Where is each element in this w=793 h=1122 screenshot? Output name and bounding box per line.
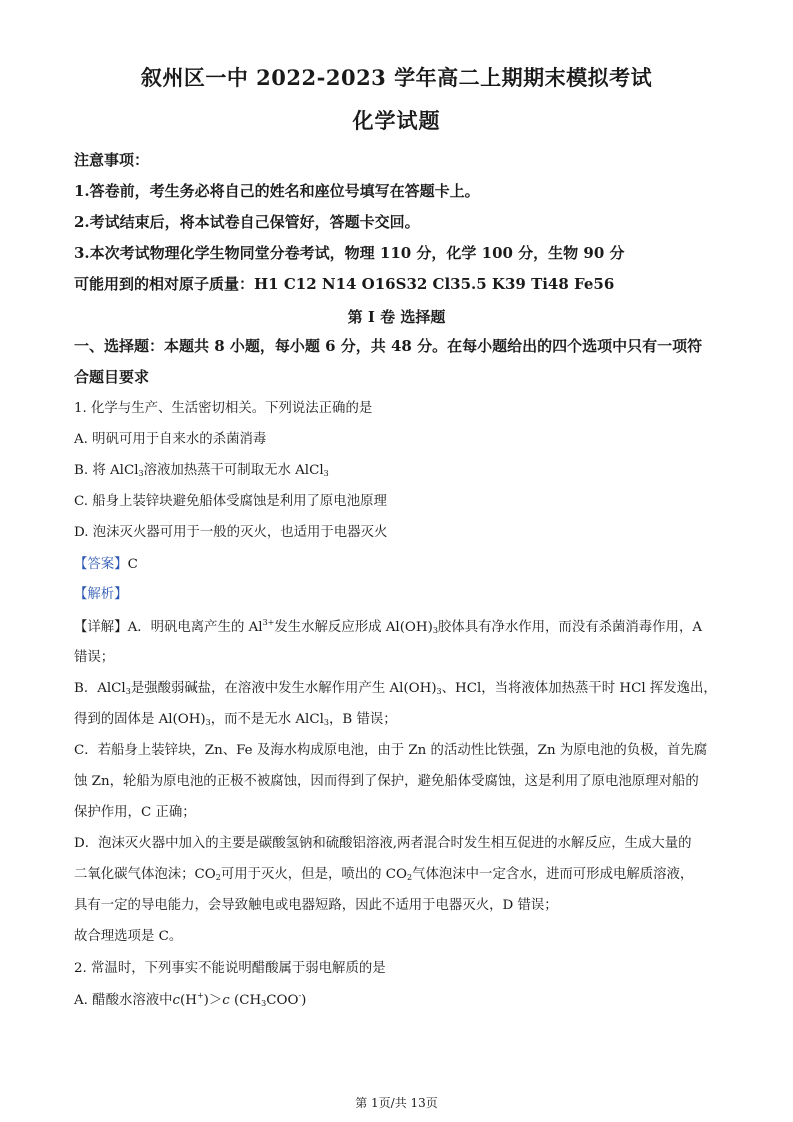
- q1-conclusion: 故合理选项是 C。: [74, 929, 183, 944]
- answer-tag: 【答案】: [74, 557, 128, 572]
- analysis-tag: 【解析】: [74, 587, 128, 602]
- notes-heading: 注意事项：: [74, 151, 150, 169]
- q1-option-d: D. 泡沫灭火器可用于一般的灭火，也适用于电器灭火: [74, 525, 388, 540]
- q2-option-a: A. 醋酸水溶液中c(H+)＞c $(CH_3COO^-)$: [74, 991, 307, 1008]
- detail-d-line3: 具有一定的导电能力，会导致触电或电器短路，因此不适用于电器灭火，D 错误；: [74, 898, 558, 913]
- note-item-3: 3.本次考试物理化学生物同堂分卷考试，物理 110 分，化学 100 分，生物 90 分: [74, 244, 625, 262]
- detail-a: 【详解】A．明矾电离产生的 $Al^{3+}$发生水解反应形成 $Al(OH)_3$胶体具有净水作用，而没有杀菌消毒作用，A: [74, 618, 703, 635]
- detail-a-line2: 错误；: [74, 650, 115, 665]
- detail-d-line2: 二氧化碳气体泡沫；$CO_2$可用于灭火，但是，喷出的 $CO_2$气体泡沫中一定含水，进而可形成电解质溶液，: [74, 867, 694, 882]
- q1-option-b: B. 将 AlCl$_3$溶液加热蒸干可制取无水 AlCl$_3$: [74, 463, 329, 478]
- detail-c-line3: 保护作用，C 正确；: [74, 805, 196, 820]
- atomic-masses: 可能用到的相对原子质量：H1 C12 N14 O16S32 Cl35.5 K39 Ti48 Fe56: [74, 275, 615, 293]
- detail-b-line2: 得到的固体是 $Al(OH)_3$，而不是无水 AlCl$_3$，B 错误；: [74, 712, 397, 727]
- note-item-1: 1.答卷前，考生务必将自己的姓名和座位号填写在答题卡上。: [74, 182, 480, 200]
- page-footer: 第 1页/共 13页: [355, 1096, 438, 1110]
- exam-subtitle: 化学试题: [352, 108, 441, 133]
- section-intro-line1: 一、选择题：本题共 8 小题，每小题 6 分，共 48 分。在每小题给出的四个选项中只有一项符: [74, 337, 703, 355]
- q1-option-c: C. 船身上装锌块避免船体受腐蚀是利用了原电池原理: [74, 494, 387, 509]
- q1-stem: 1. 化学与生产、生活密切相关。下列说法正确的是: [74, 401, 373, 416]
- q1-answer: 【答案】C: [74, 557, 138, 572]
- section-title: 第 I 卷 选择题: [347, 308, 446, 326]
- q1-option-a: A. 明矾可用于自来水的杀菌消毒: [74, 432, 267, 447]
- note-item-2: 2.考试结束后，将本试卷自己保管好，答题卡交回。: [74, 213, 420, 231]
- detail-c-line1: C．若船身上装锌块，Zn、Fe 及海水构成原电池，由于 Zn 的活动性比铁强，Zn 为原电池的负极，首先腐: [74, 743, 708, 758]
- detail-d-line1: D．泡沫灭火器中加入的主要是碳酸氢钠和硫酸铝溶液,两者混合时发生相互促进的水解反应，生成大量的: [74, 836, 692, 851]
- section-intro-line2: 合题目要求: [74, 368, 150, 386]
- detail-c-line2: 蚀 Zn，轮船为原电池的正极不被腐蚀，因而得到了保护，避免船体受腐蚀，这是利用了原电池原理对船的: [74, 774, 699, 789]
- q2-stem: 2. 常温时，下列事实不能说明醋酸属于弱电解质的是: [74, 961, 386, 976]
- exam-title: 叙州区一中 2022-2023 学年高二上期期末模拟考试: [140, 65, 653, 90]
- detail-b-line1: B．AlCl$_3$是强酸弱碱盐，在溶液中发生水解作用产生 $Al(OH)_3$、HCl，当将液体加热蒸干时 HCl 挥发逸出，: [74, 681, 717, 696]
